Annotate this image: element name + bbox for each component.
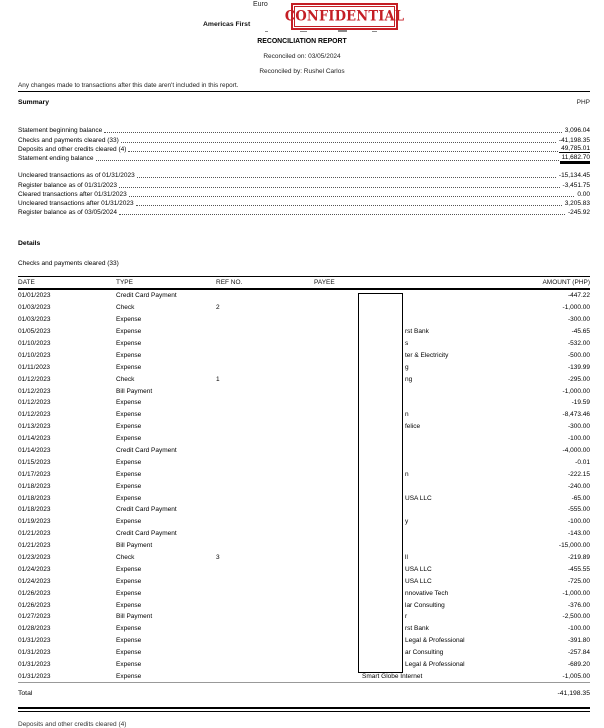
total-amount: -41,198.35	[557, 690, 590, 697]
table-body	[18, 290, 590, 683]
cell-date: 01/26/2023	[18, 601, 51, 609]
cell-ref-no: 2	[216, 304, 220, 312]
table-row	[18, 433, 590, 445]
cell-date: 01/12/2023	[18, 411, 51, 419]
table-row	[18, 659, 590, 671]
cell-payee: Legal & Professional	[405, 637, 465, 645]
cell-amount: -300.00	[567, 316, 590, 324]
cell-date: 01/24/2023	[18, 577, 51, 585]
cell-date: 01/31/2023	[18, 637, 51, 645]
cell-date: 01/28/2023	[18, 625, 51, 633]
total-rule	[18, 707, 590, 712]
cell-amount: -139.99	[567, 363, 590, 371]
cell-amount: -500.00	[567, 351, 590, 359]
total-label: Total	[18, 690, 33, 697]
summary-row	[18, 153, 590, 162]
cell-amount: -222.15	[567, 470, 590, 478]
cell-type: Expense	[116, 351, 142, 359]
table-row	[18, 397, 590, 409]
cell-date: 01/17/2023	[18, 470, 51, 478]
reconciled-by: Reconciled by: Rushel Carlos	[259, 68, 345, 75]
cell-amount: -300.00	[567, 423, 590, 431]
cell-date: 01/03/2023	[18, 304, 51, 312]
changes-note: Any changes made to transactions after this date aren't included in this report.	[18, 82, 590, 92]
summary-label: Uncleared transactions after 01/31/2023	[18, 200, 134, 208]
cell-amount: -240.00	[567, 482, 590, 490]
cell-type: Check	[116, 304, 135, 312]
dotted-leader	[136, 204, 562, 206]
cell-type: Expense	[116, 649, 142, 657]
cell-payee: n	[405, 411, 409, 419]
cell-date: 01/14/2023	[18, 447, 51, 455]
cell-date: 01/31/2023	[18, 672, 51, 680]
details-subheading: Checks and payments cleared (33)	[18, 260, 119, 267]
cell-amount: -376.00	[567, 601, 590, 609]
table-row	[18, 516, 590, 528]
cell-payee: nnovative Tech	[405, 589, 449, 597]
column-header-amount: AMOUNT (PHP)	[542, 279, 590, 286]
table-row	[18, 552, 590, 564]
cell-date: 01/19/2023	[18, 518, 51, 526]
table-row	[18, 349, 590, 361]
cell-payee: rst Bank	[405, 625, 429, 633]
cell-amount: -1,005.00	[562, 672, 590, 680]
cell-date: 01/27/2023	[18, 613, 51, 621]
dotted-leader	[137, 176, 556, 178]
cell-date: 01/12/2023	[18, 387, 51, 395]
cell-date: 01/14/2023	[18, 435, 51, 443]
cell-payee: felice	[405, 423, 421, 431]
summary-row	[18, 144, 590, 153]
cell-date: 01/21/2023	[18, 542, 51, 550]
summary-amount: -3,451.75	[562, 181, 590, 189]
cell-amount: -4,000.00	[562, 447, 590, 455]
table-row	[18, 563, 590, 575]
cell-payee: USA LLC	[405, 494, 432, 502]
cell-date: 01/24/2023	[18, 565, 51, 573]
summary-label: Statement ending balance	[18, 155, 94, 163]
table-row	[18, 409, 590, 421]
cell-amount: -45.65	[571, 328, 590, 336]
cell-date: 01/12/2023	[18, 375, 51, 383]
table-row	[18, 314, 590, 326]
details-heading: Details	[18, 240, 41, 247]
column-header-ref-no: REF NO.	[216, 279, 243, 286]
confidential-stamp	[284, 3, 405, 30]
column-header-type: TYPE	[116, 279, 133, 286]
summary-group-statement	[18, 125, 590, 162]
cell-date: 01/10/2023	[18, 351, 51, 359]
cell-amount: -689.20	[567, 661, 590, 669]
summary-row	[18, 198, 590, 207]
summary-amount: 3,096.04	[564, 127, 590, 135]
summary-row	[18, 179, 590, 188]
cell-amount: -295.00	[567, 375, 590, 383]
cell-amount: -725.00	[567, 577, 590, 585]
cell-type: Expense	[116, 316, 142, 324]
cell-payee: rst Bank	[405, 328, 429, 336]
table-row	[18, 421, 590, 433]
cell-amount: -8,473.46	[562, 411, 590, 419]
cell-type: Credit Card Payment	[116, 447, 177, 455]
cell-amount: -447.22	[567, 292, 590, 300]
table-row	[18, 290, 590, 302]
cell-type: Expense	[116, 423, 142, 431]
column-header-payee: PAYEE	[314, 279, 335, 286]
table-row	[18, 611, 590, 623]
summary-amount: 3,205.83	[564, 200, 590, 208]
cell-payee: lar Consulting	[405, 601, 445, 609]
cell-type: Expense	[116, 458, 142, 466]
table-row	[18, 504, 590, 516]
table-row	[18, 361, 590, 373]
cell-type: Expense	[116, 577, 142, 585]
summary-amount: 49,785.01	[561, 144, 590, 152]
summary-amount: -41,198.35	[558, 136, 590, 144]
dotted-leader	[128, 150, 558, 152]
dotted-leader	[121, 141, 556, 143]
cell-amount: -391.80	[567, 637, 590, 645]
cell-date: 01/03/2023	[18, 316, 51, 324]
cell-amount: -0.01	[575, 458, 590, 466]
dotted-leader	[104, 131, 561, 133]
table-row	[18, 326, 590, 338]
currency-label: PHP	[576, 99, 590, 106]
table-row	[18, 671, 590, 683]
summary-label: Cleared transactions after 01/31/2023	[18, 190, 127, 198]
cell-amount: -257.84	[567, 649, 590, 657]
cell-type: Expense	[116, 565, 142, 573]
cell-payee: ar Consulting	[405, 649, 444, 657]
table-row	[18, 445, 590, 457]
cell-amount: -219.89	[567, 554, 590, 562]
table-row	[18, 623, 590, 635]
cell-payee: ter & Electricity	[405, 351, 449, 359]
table-row	[18, 575, 590, 587]
hidden-text-mark	[300, 31, 307, 32]
summary-row	[18, 170, 590, 179]
summary-label: Deposits and other credits cleared (4)	[18, 145, 127, 153]
cell-ref-no: 3	[216, 554, 220, 562]
summary-label: Checks and payments cleared (33)	[18, 136, 119, 144]
table-header	[18, 276, 590, 290]
cell-type: Expense	[116, 340, 142, 347]
cell-amount: -100.00	[567, 518, 590, 526]
table-row	[18, 338, 590, 350]
cell-type: Bill Payment	[116, 613, 153, 621]
hidden-text-mark	[372, 31, 377, 32]
cell-type: Expense	[116, 411, 142, 419]
cell-type: Expense	[116, 661, 142, 669]
summary-group-register	[18, 170, 590, 216]
cell-type: Credit Card Payment	[116, 506, 177, 514]
cell-type: Check	[116, 554, 135, 562]
cell-type: Expense	[116, 399, 142, 407]
cell-date: 01/11/2023	[18, 363, 51, 371]
next-section-partial: Deposits and other credits cleared (4)	[18, 721, 127, 728]
cell-date: 01/18/2023	[18, 494, 51, 502]
cell-type: Expense	[116, 470, 142, 478]
summary-header	[18, 99, 590, 106]
cell-payee: g	[405, 363, 409, 371]
cell-payee: Smart Globe Internet	[362, 672, 423, 680]
cell-amount: -555.00	[567, 506, 590, 514]
cell-ref-no: 1	[216, 375, 220, 383]
cell-type: Bill Payment	[116, 387, 153, 395]
cell-date: 01/15/2023	[18, 458, 51, 466]
cell-date: 01/10/2023	[18, 340, 51, 347]
cell-type: Expense	[116, 494, 142, 502]
cell-amount: -1,000.00	[562, 387, 590, 395]
bank-name-line1: Euro	[253, 1, 268, 8]
cell-date: 01/18/2023	[18, 482, 51, 490]
cell-type: Expense	[116, 435, 142, 443]
table-row	[18, 635, 590, 647]
cell-amount: -65.00	[571, 494, 590, 502]
total-row	[18, 690, 590, 697]
cell-amount: -100.00	[567, 625, 590, 633]
cell-date: 01/26/2023	[18, 589, 51, 597]
cell-type: Credit Card Payment	[116, 292, 177, 300]
cell-payee: USA LLC	[405, 577, 432, 585]
cell-payee: r	[405, 613, 408, 621]
summary-amount: -15,134.45	[558, 172, 590, 180]
summary-amount: 11,682.70	[561, 154, 590, 162]
table-row	[18, 302, 590, 314]
table-row	[18, 385, 590, 397]
hidden-text-mark	[265, 31, 268, 32]
table-row	[18, 647, 590, 659]
table-row	[18, 599, 590, 611]
bank-name-line2: Americas First	[203, 21, 251, 28]
hidden-text-mark	[338, 30, 347, 32]
summary-row	[18, 125, 590, 134]
cell-amount: -143.00	[567, 530, 590, 538]
cell-payee: y	[405, 518, 409, 526]
table-row	[18, 587, 590, 599]
cell-date: 01/18/2023	[18, 506, 51, 514]
dotted-leader	[119, 213, 565, 215]
dotted-leader	[119, 186, 560, 188]
cell-date: 01/31/2023	[18, 649, 51, 657]
column-header-date: DATE	[18, 279, 35, 286]
cell-amount: -1,000.00	[562, 589, 590, 597]
cell-type: Expense	[116, 363, 142, 371]
table-row	[18, 540, 590, 552]
redaction-box	[358, 293, 403, 673]
cell-amount: -15,000.00	[558, 542, 590, 550]
summary-label: Register balance as of 03/05/2024	[18, 209, 118, 217]
report-title: RECONCILIATION REPORT	[257, 38, 347, 45]
cell-type: Expense	[116, 328, 142, 336]
summary-label: Uncleared transactions as of 01/31/2023	[18, 172, 135, 180]
cell-type: Check	[116, 375, 135, 383]
table-row	[18, 528, 590, 540]
summary-row	[18, 189, 590, 198]
table-row	[18, 468, 590, 480]
table-row	[18, 373, 590, 385]
cell-type: Expense	[116, 601, 142, 609]
cell-date: 01/23/2023	[18, 554, 51, 562]
cell-amount: -455.55	[567, 565, 590, 573]
cell-payee: ng	[405, 375, 413, 383]
cell-type: Expense	[116, 518, 142, 526]
summary-row	[18, 134, 590, 143]
cell-amount: -2,500.00	[562, 613, 590, 621]
cell-type: Expense	[116, 482, 142, 490]
summary-label: Register balance as of 01/31/2023	[18, 181, 118, 189]
reconciled-on: Reconciled on: 03/05/2024	[263, 53, 341, 60]
summary-row	[18, 207, 590, 216]
cell-date: 01/31/2023	[18, 661, 51, 669]
cell-type: Expense	[116, 625, 142, 633]
cell-type: Expense	[116, 637, 142, 645]
transactions-table	[18, 276, 590, 683]
cell-payee: n	[405, 470, 409, 478]
cell-type: Expense	[116, 672, 142, 680]
summary-label: Statement beginning balance	[18, 127, 103, 135]
cell-date: 01/01/2023	[18, 292, 51, 300]
cell-payee: s	[405, 340, 409, 347]
cell-amount: -532.00	[567, 340, 590, 347]
cell-payee: ll	[405, 554, 408, 562]
table-row	[18, 492, 590, 504]
table-row	[18, 456, 590, 468]
cell-date: 01/21/2023	[18, 530, 51, 538]
cell-date: 01/12/2023	[18, 399, 51, 407]
cell-amount: -1,000.00	[562, 304, 590, 312]
dotted-leader	[96, 159, 559, 161]
cell-date: 01/05/2023	[18, 328, 51, 336]
summary-amount: -245.92	[567, 209, 590, 217]
summary-amount: 0.00	[577, 190, 590, 198]
confidential-stamp-text: CONFIDENTIAL	[284, 8, 405, 25]
cell-type: Credit Card Payment	[116, 530, 177, 538]
cell-date: 01/13/2023	[18, 423, 51, 431]
cell-amount: -19.59	[571, 399, 590, 407]
cell-amount: -100.00	[567, 435, 590, 443]
cell-type: Bill Payment	[116, 542, 153, 550]
cell-payee: Legal & Professional	[405, 661, 465, 669]
summary-heading: Summary	[18, 99, 49, 106]
cell-type: Expense	[116, 589, 142, 597]
cell-payee: USA LLC	[405, 565, 432, 573]
table-row	[18, 480, 590, 492]
dotted-leader	[129, 195, 575, 197]
